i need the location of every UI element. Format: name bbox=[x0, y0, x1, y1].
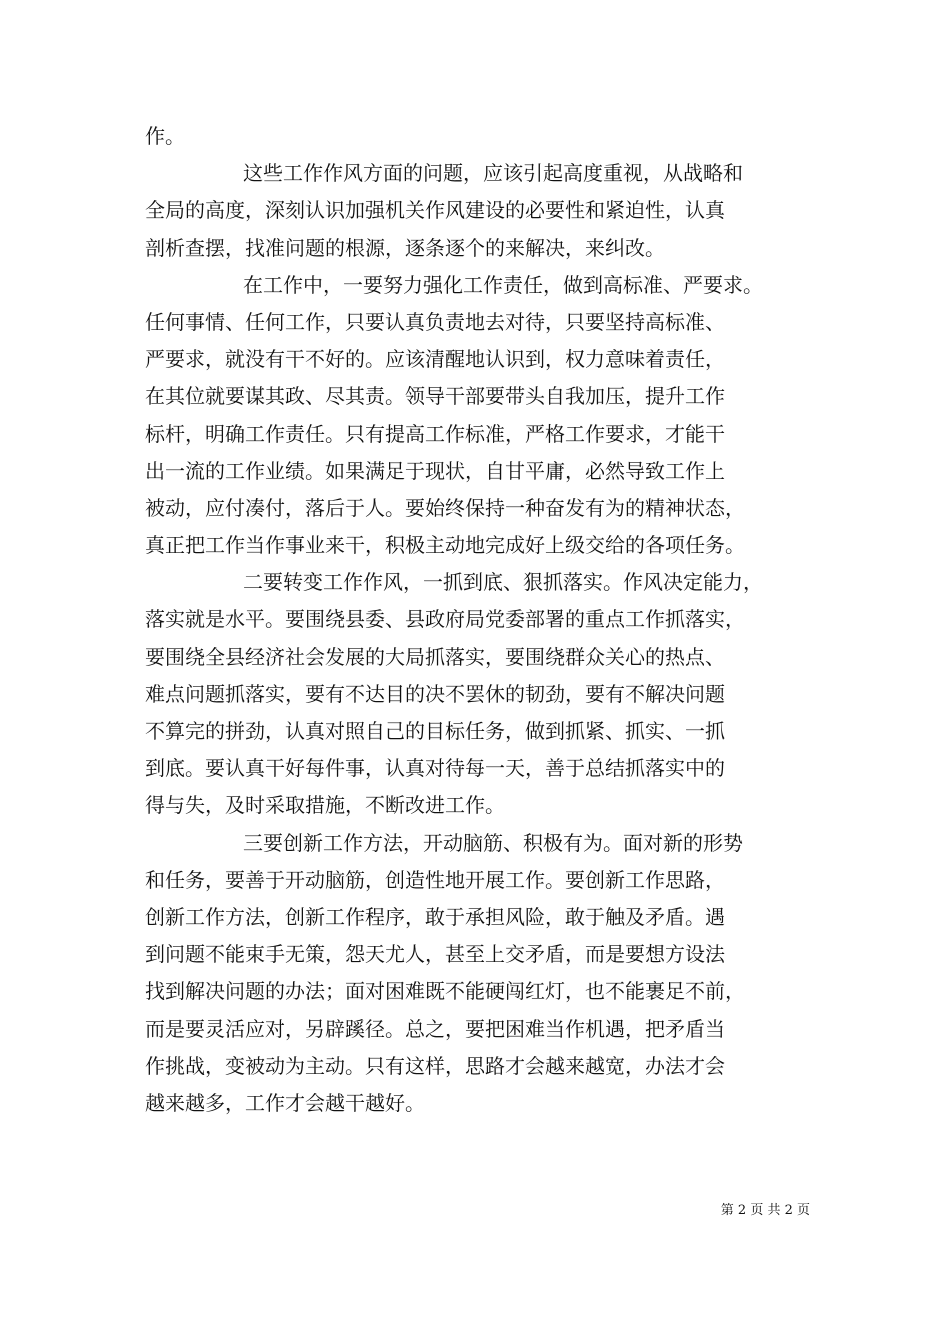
text-line: 到底。要认真干好每件事，认真对待每一天，善于总结抓落实中的 bbox=[145, 756, 725, 781]
body-text bbox=[145, 118, 825, 1122]
text-line: 作挑战，变被动为主动。只有这样，思路才会越来越宽，办法才会 bbox=[145, 1053, 725, 1078]
paragraph-first-line: 三要创新工作方法，开动脑筋、积极有为。面对新的形势 bbox=[243, 830, 743, 855]
text-line: 标杆，明确工作责任。只有提高工作标准，严格工作要求，才能干 bbox=[145, 421, 725, 446]
text-line: 创新工作方法，创新工作程序，敢于承担风险，敢于触及矛盾。遇 bbox=[145, 904, 725, 929]
text-line: 被动，应付凑付，落后于人。要始终保持一种奋发有为的精神状态， bbox=[145, 495, 745, 520]
text-line: 得与失，及时采取措施，不断改进工作。 bbox=[145, 793, 505, 818]
paragraph-first-line: 二要转变工作作风，一抓到底、狠抓落实。作风决定能力， bbox=[243, 570, 763, 595]
text-line: 不算完的拼劲，认真对照自己的目标任务，做到抓紧、抓实、一抓 bbox=[145, 719, 725, 743]
text-line: 难点问题抓落实，要有不达目的决不罢休的韧劲，要有不解决问题 bbox=[145, 681, 725, 706]
text-line: 任何事情、任何工作，只要认真负责地去对待，只要坚持高标准、 bbox=[145, 309, 725, 334]
text-line: 在其位就要谋其政、尽其责。领导干部要带头自我加压，提升工作 bbox=[145, 384, 725, 409]
text-line: 找到解决问题的办法；面对困难既不能硬闯红灯，也不能裹足不前， bbox=[145, 979, 745, 1004]
paragraph-first-line: 在工作中，一要努力强化工作责任，做到高标准、严要求。 bbox=[243, 272, 763, 297]
text-line: 真正把工作当作事业来干，积极主动地完成好上级交给的各项任务。 bbox=[145, 533, 745, 558]
text-line: 越来越多，工作才会越干越好。 bbox=[145, 1090, 425, 1115]
text-line: 要围绕全县经济社会发展的大局抓落实，要围绕群众关心的热点、 bbox=[145, 644, 725, 669]
text-line: 和任务，要善于开动脑筋，创造性地开展工作。要创新工作思路， bbox=[145, 867, 725, 892]
text-line: 严要求，就没有干不好的。应该清醒地认识到，权力意味着责任， bbox=[145, 347, 725, 372]
text-line: 作。 bbox=[145, 124, 185, 148]
text-line: 落实就是水平。要围绕县委、县政府局党委部署的重点工作抓落实， bbox=[145, 607, 745, 632]
text-line: 全局的高度，深刻认识加强机关作风建设的必要性和紧迫性，认真 bbox=[145, 198, 725, 223]
text-line: 剖析查摆，找准问题的根源，逐条逐个的来解决，来纠改。 bbox=[145, 235, 665, 260]
paragraph-first-line: 这些工作作风方面的问题，应该引起高度重视，从战略和 bbox=[243, 161, 743, 186]
page-number-footer: 第 2 页 共 2 页 bbox=[720, 1203, 810, 1218]
text-line: 到问题不能束手无策，怨天尤人，甚至上交矛盾，而是要想方设法 bbox=[145, 942, 725, 967]
text-line: 而是要灵活应对，另辟蹊径。总之，要把困难当作机遇，把矛盾当 bbox=[145, 1016, 725, 1041]
text-line: 出一流的工作业绩。如果满足于现状，自甘平庸，必然导致工作上 bbox=[145, 458, 725, 483]
